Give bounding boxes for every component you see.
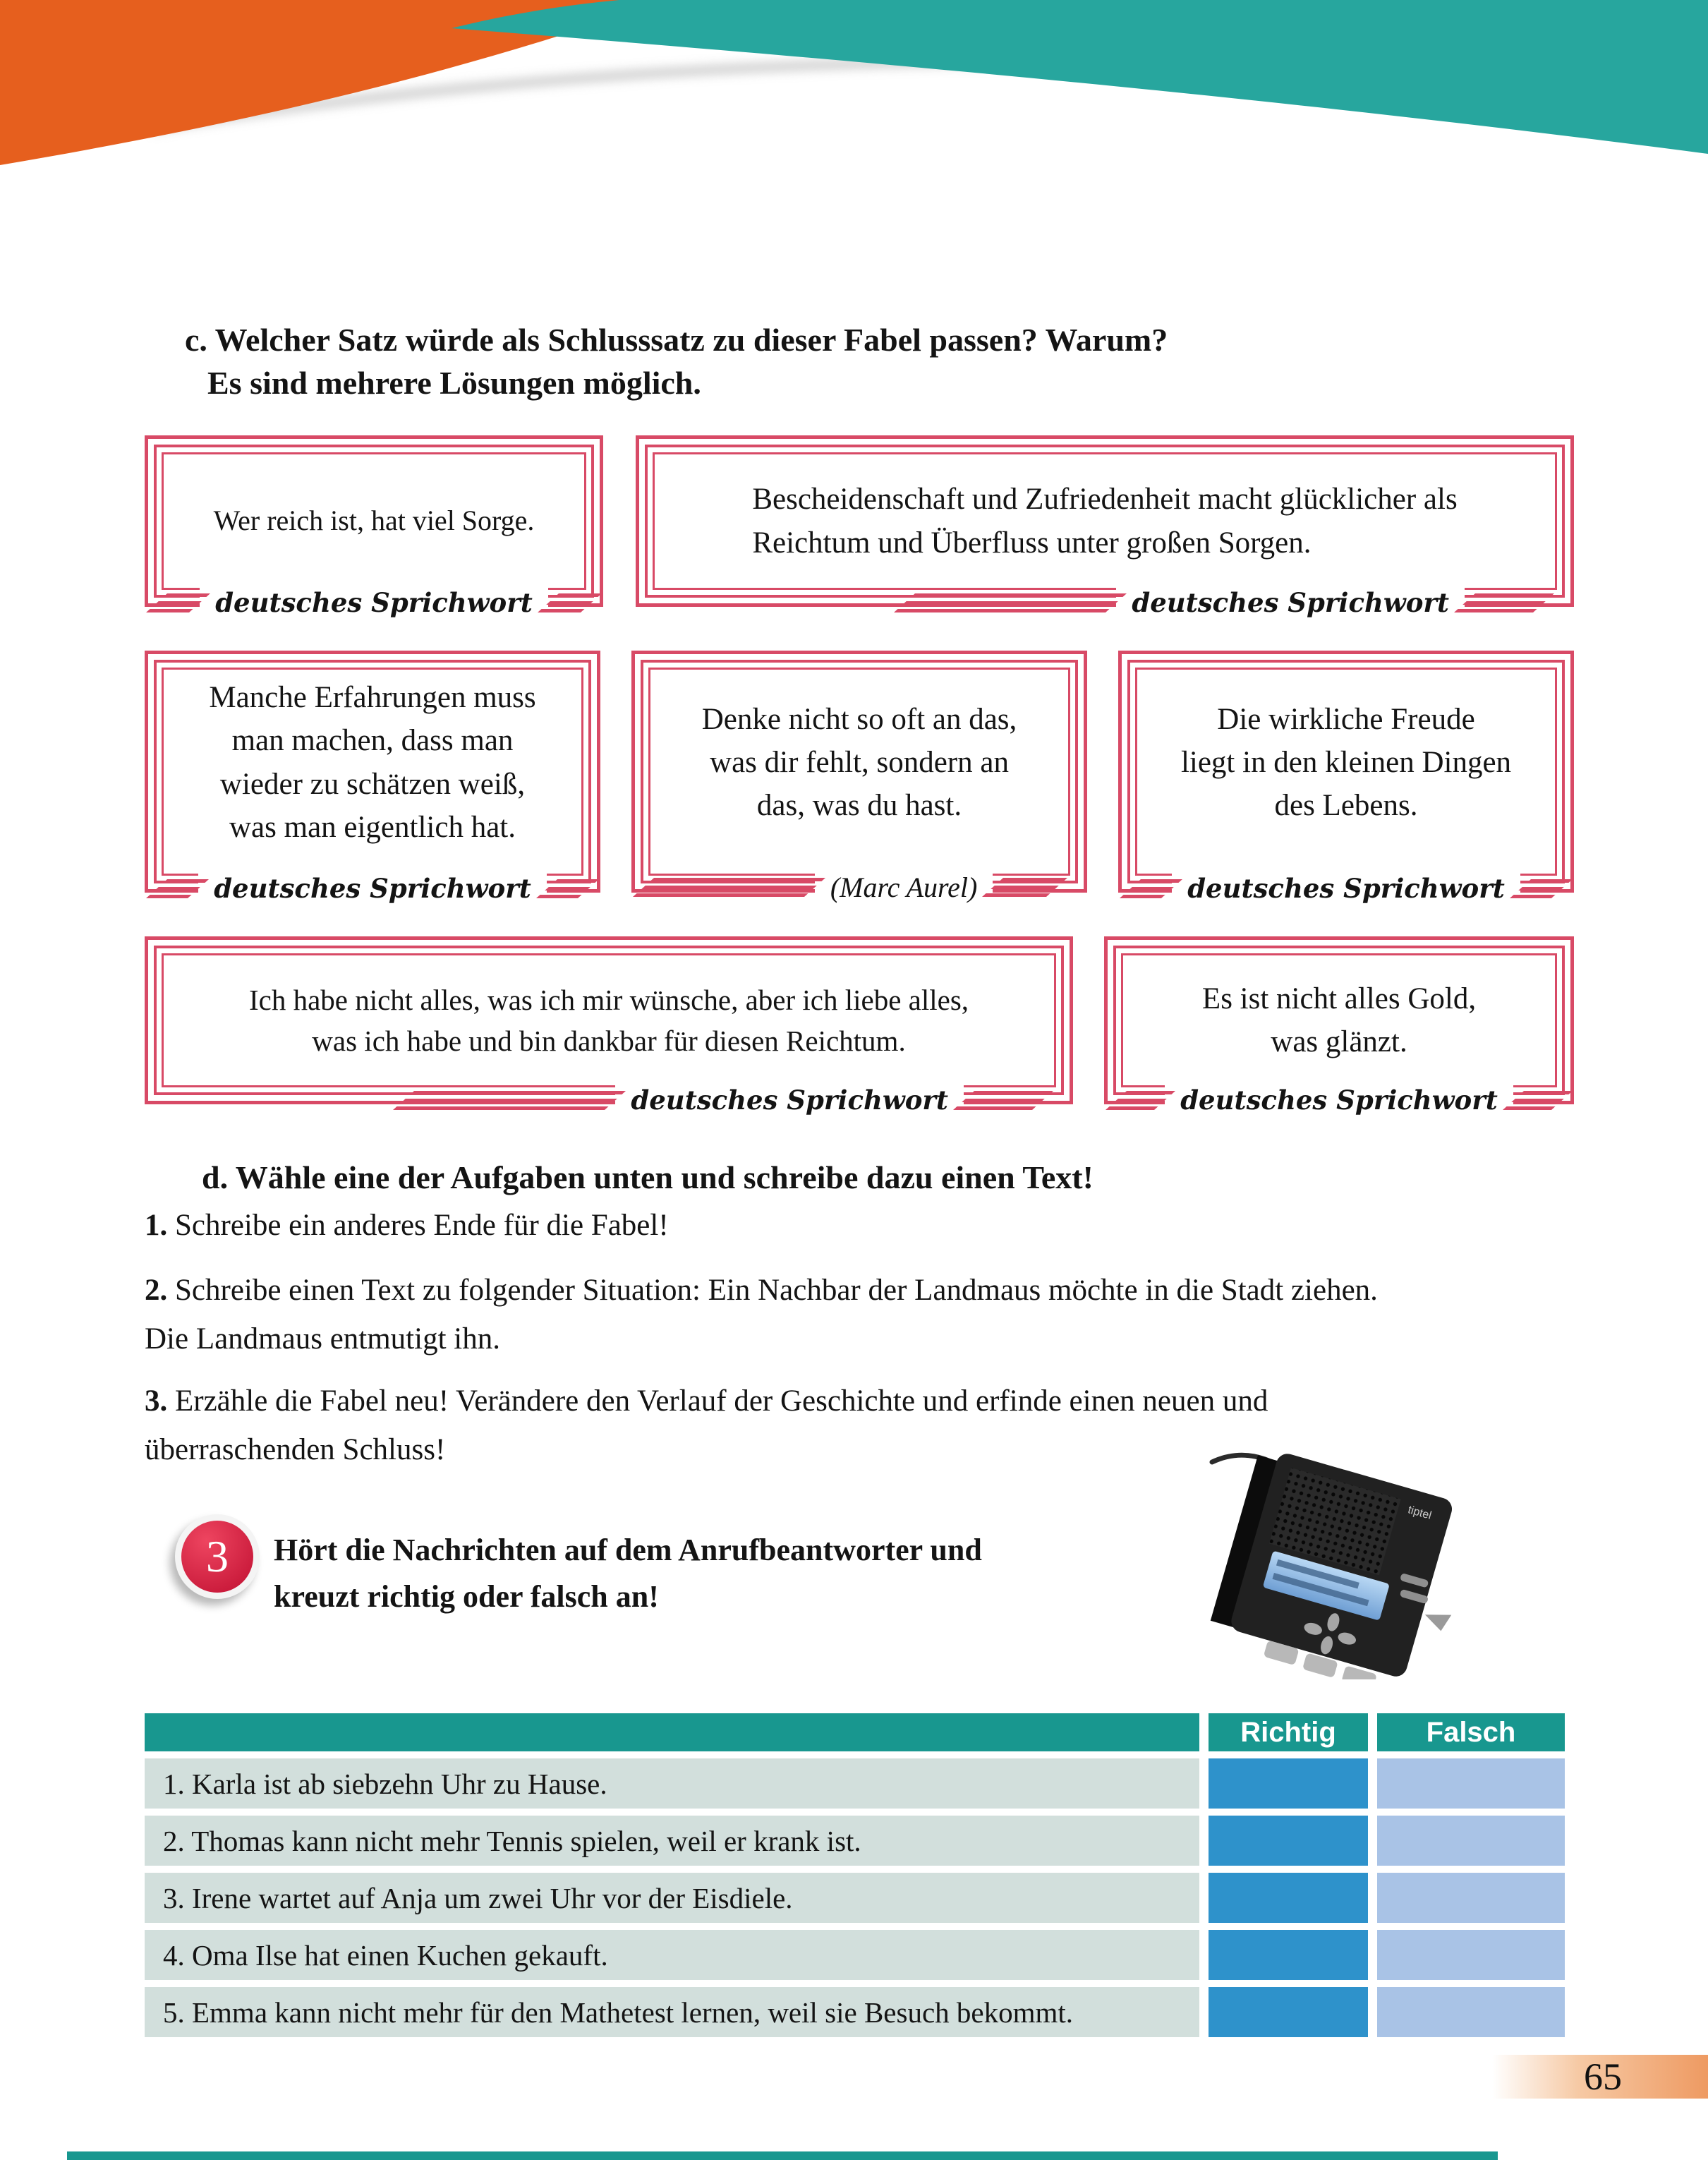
falsch-answer-cell-3[interactable]: [1377, 1873, 1565, 1923]
richtig-answer-cell-2[interactable]: [1209, 1816, 1368, 1866]
quote-box-2: [636, 435, 1574, 618]
quote-text: Denke nicht so oft an das, was dir fehlt, sondern an das, was du hast.: [701, 702, 1017, 823]
exercise-3-instruction: Hört die Nachrichten auf dem Anrufbeantworter und kreuzt richtig oder falsch an!: [274, 1533, 982, 1614]
page-number-band: [1492, 2055, 1708, 2099]
richtig-answer-cell-5[interactable]: [1209, 1987, 1368, 2037]
header-richtig: Richtig: [1209, 1713, 1368, 1751]
exercise-number-badge: [175, 1514, 260, 1599]
attribution-lines-icon: [393, 1091, 626, 1110]
page-number: 65: [1584, 2056, 1622, 2098]
attribution-lines-icon: [894, 593, 1127, 612]
quote-attribution: deutsches Sprichwort: [157, 1085, 1061, 1116]
falsch-answer-cell-5[interactable]: [1377, 1987, 1565, 2037]
device-brand-label: tiptel: [1406, 1504, 1433, 1522]
quote-text: Wer reich ist, hat viel Sorge.: [213, 505, 535, 537]
quote-attribution: deutsches Sprichwort: [157, 873, 588, 904]
statement-cell: 4. Oma Ilse hat einen Kuchen gekauft.: [145, 1930, 1199, 1980]
quote-row-1: [145, 435, 1574, 618]
quote-attribution: deutsches Sprichwort: [648, 587, 1562, 618]
richtig-answer-cell-4[interactable]: [1209, 1930, 1368, 1980]
quote-box-5: [1118, 651, 1574, 904]
quote-box-6: [145, 936, 1073, 1116]
quote-row-2: [145, 651, 1574, 904]
quote-text: Manche Erfahrungen muss man machen, dass man wieder zu schätzen weiß, was man eigentlich hat.: [209, 681, 536, 844]
bottom-rule: [67, 2151, 1498, 2160]
header-swoosh-decoration: [0, 0, 1708, 191]
quote-attribution: deutsches Sprichwort: [1130, 873, 1562, 904]
quote-box-7: [1104, 936, 1574, 1116]
quote-box-4: [631, 651, 1087, 903]
quote-attribution: deutsches Sprichwort: [1116, 1085, 1562, 1116]
quote-text: Ich habe nicht alles, was ich mir wünsche, aber ich liebe alles, was ich habe und bin dankbar für diesen Reichtum.: [248, 983, 969, 1057]
falsch-answer-cell-4[interactable]: [1377, 1930, 1565, 1980]
statement-cell: 5. Emma kann nicht mehr für den Mathetest lernen, weil sie Besuch bekommt.: [145, 1987, 1199, 2037]
header-statement-cell: [145, 1713, 1199, 1751]
statement-cell: 1. Karla ist ab siebzehn Uhr zu Hause.: [145, 1758, 1199, 1809]
quote-attribution: deutsches Sprichwort: [157, 587, 591, 618]
task-text: Schreibe ein anderes Ende für die Fabel!: [175, 1209, 669, 1242]
richtig-answer-cell-1[interactable]: [1209, 1758, 1368, 1809]
header-falsch: Falsch: [1377, 1713, 1565, 1751]
task-number: 3.: [145, 1384, 168, 1418]
task-text: Erzähle die Fabel neu! Verändere den Verlauf der Geschichte und erfinde einen neuen und überraschenden Schluss!: [145, 1384, 1268, 1466]
attribution-lines-icon: [1454, 593, 1554, 612]
attribution-lines-icon: [633, 878, 825, 897]
quote-row-3: [145, 936, 1574, 1116]
falsch-answer-cell-1[interactable]: [1377, 1758, 1565, 1809]
quote-text: Es ist nicht alles Gold, was glänzt.: [1201, 982, 1477, 1058]
answering-machine-image: [1171, 1432, 1524, 1679]
richtig-answer-cell-3[interactable]: [1209, 1873, 1368, 1923]
task-text: Schreibe einen Text zu folgender Situation: Ein Nachbar der Landmaus möchte in die Stadt ziehen. Die Landmaus entmutigt ihn.: [145, 1274, 1378, 1356]
task-number: 1.: [145, 1209, 168, 1242]
quote-box-3: [145, 651, 600, 904]
task-2: [145, 1267, 1584, 1364]
quote-box-1: [145, 435, 603, 618]
badge-circle: 3: [181, 1521, 253, 1593]
task-number: 2.: [145, 1274, 168, 1307]
task-1: [145, 1202, 1584, 1250]
statement-cell: 2. Thomas kann nicht mehr Tennis spielen, weil er krank ist.: [145, 1816, 1199, 1866]
section-c-heading: [185, 319, 1168, 404]
attribution-lines-icon: [953, 1091, 1053, 1110]
quote-attribution: (Marc Aurel): [643, 871, 1075, 904]
heading-c-line2: Es sind mehrere Lösungen möglich.: [207, 364, 701, 401]
quote-text: Bescheidenschaft und Zufriedenheit macht glücklicher als Reichtum und Überfluss unter großen Sorgen.: [752, 483, 1458, 560]
quote-text: Die wirkliche Freude liegt in den kleinen Dingen des Lebens.: [1180, 702, 1512, 823]
richtig-falsch-table: [145, 1713, 1565, 2037]
section-d-heading: d. Wähle eine der Aufgaben unten und schreibe dazu einen Text!: [202, 1159, 1094, 1195]
falsch-answer-cell-2[interactable]: [1377, 1816, 1565, 1866]
heading-c-line1: c. Welcher Satz würde als Schlusssatz zu dieser Fabel passen? Warum?: [185, 322, 1168, 358]
statement-cell: 3. Irene wartet auf Anja um zwei Uhr vor der Eisdiele.: [145, 1873, 1199, 1923]
attribution-lines-icon: [982, 878, 1067, 897]
